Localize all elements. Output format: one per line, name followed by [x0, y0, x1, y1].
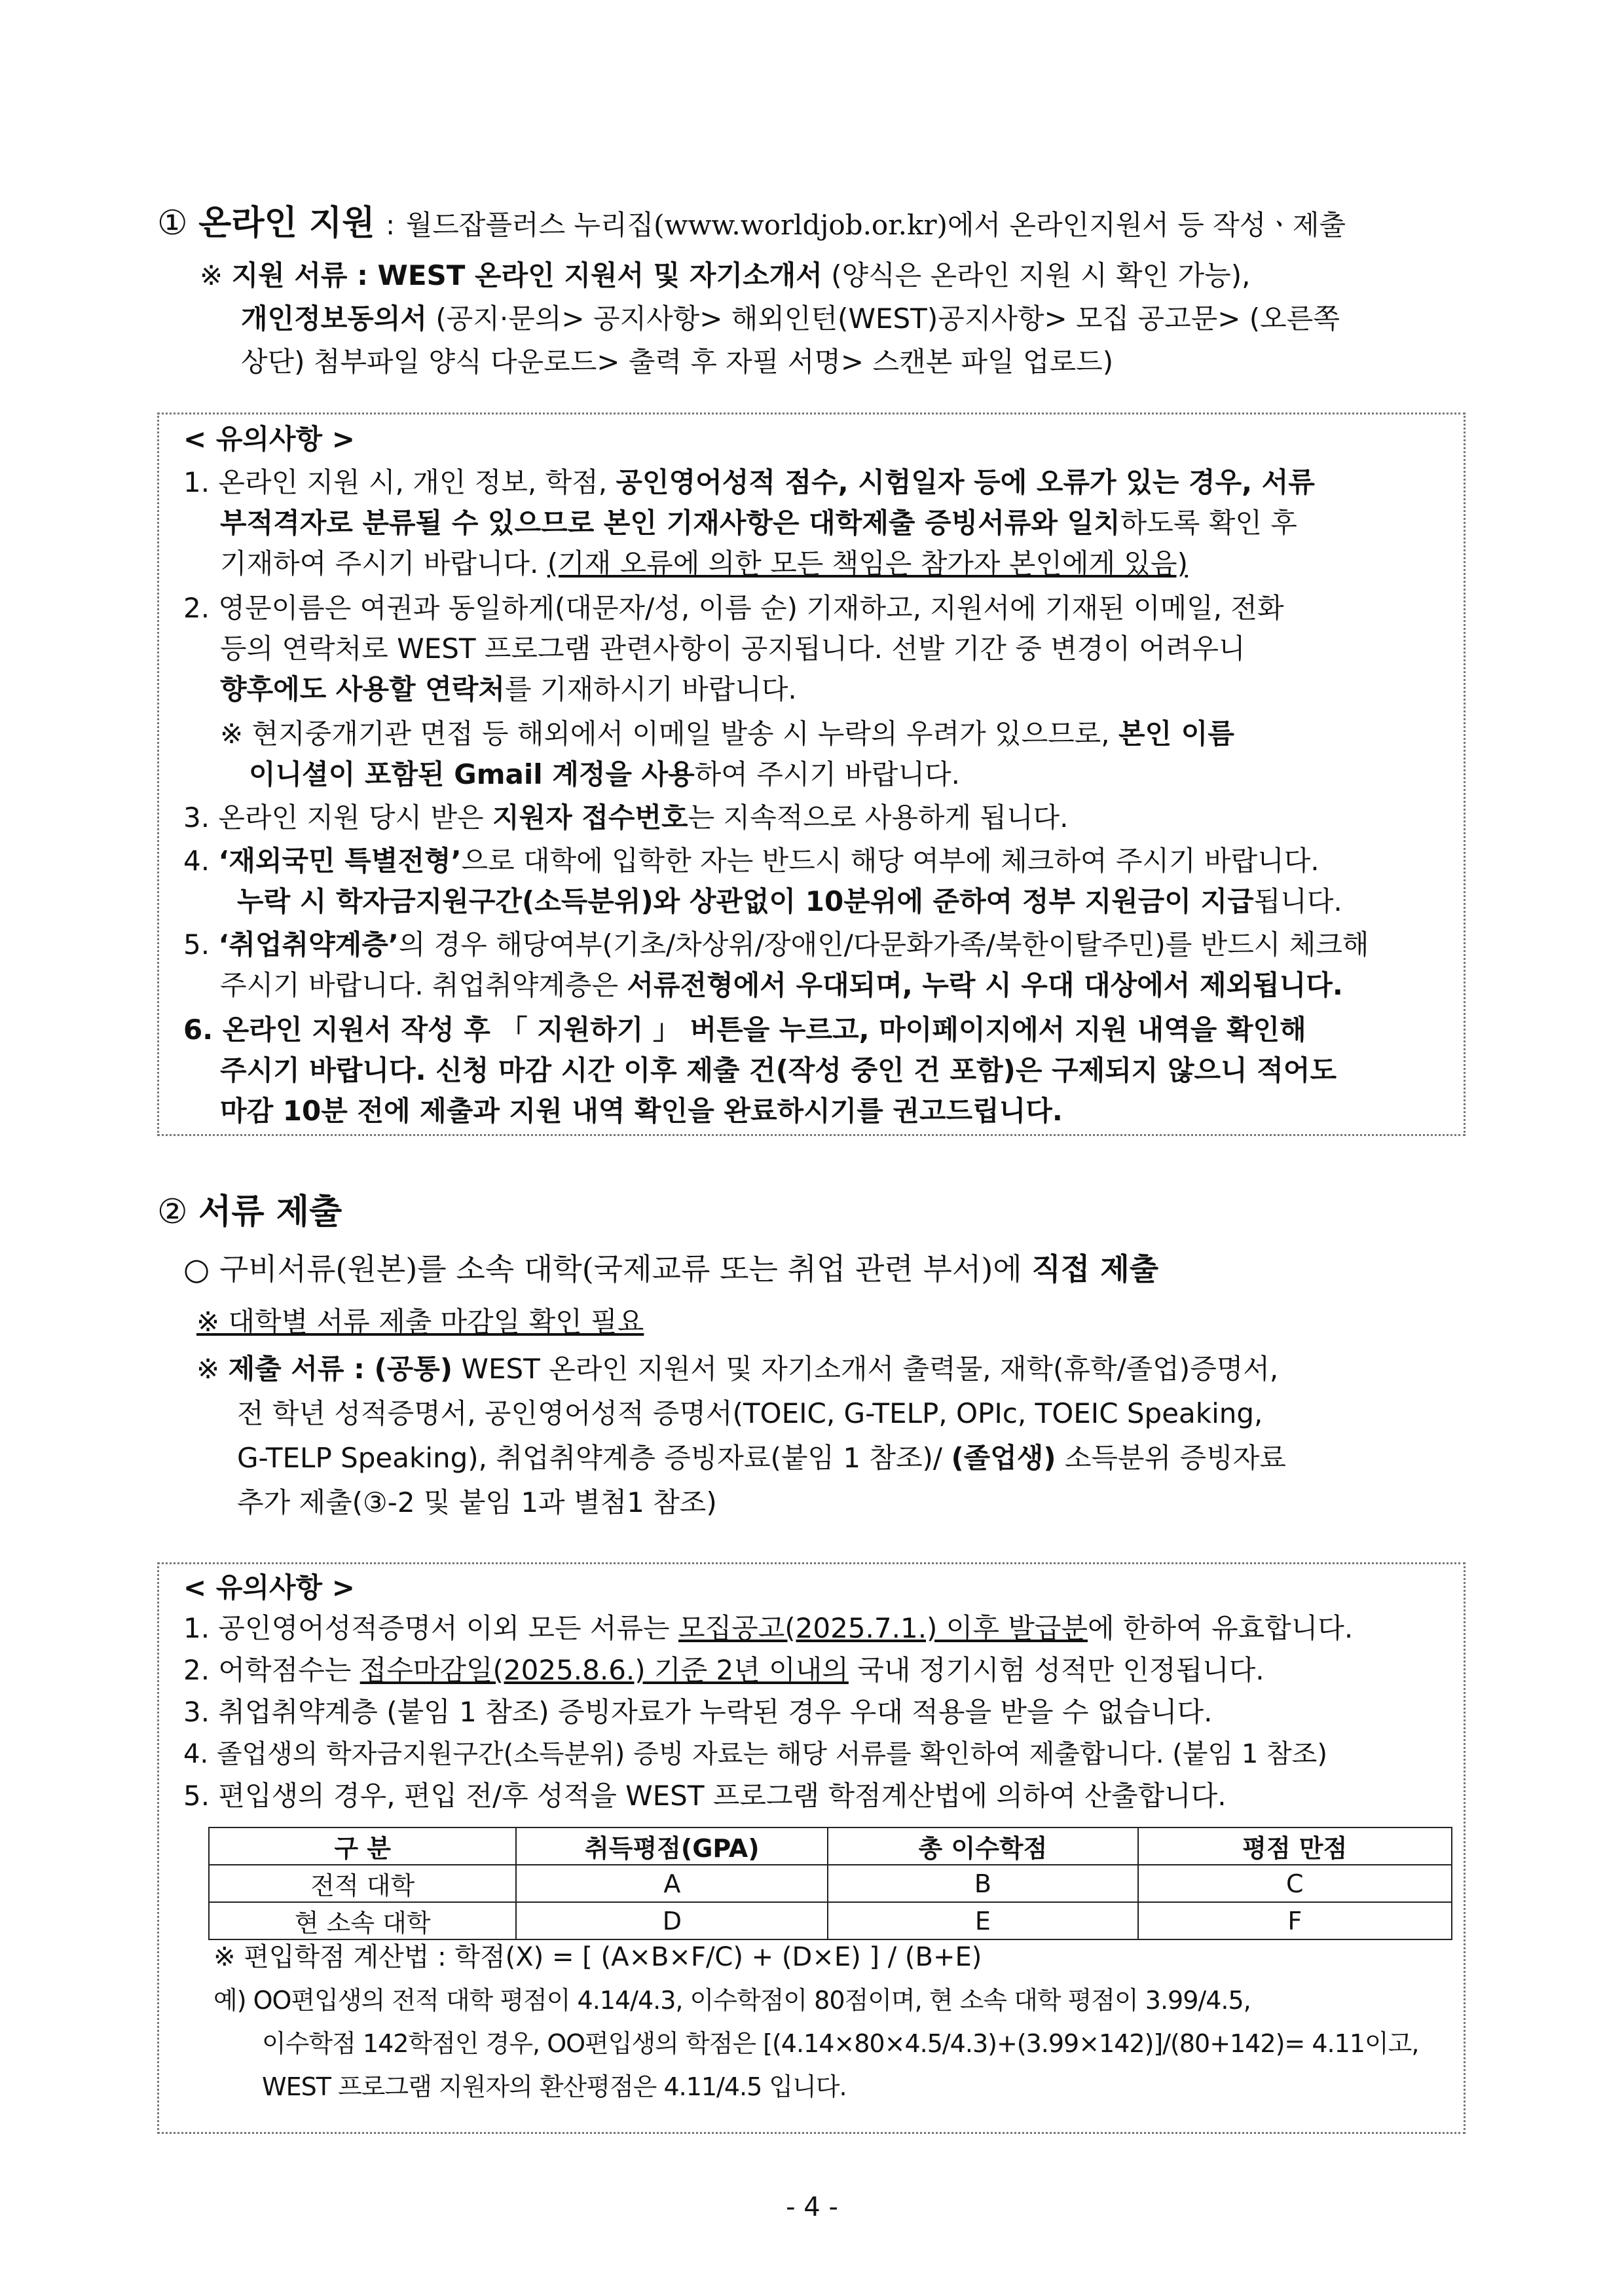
section1-docs-line2	[241, 300, 1340, 338]
text: ※ 현지중개기관 면접 등 해외에서 이메일 발송 시 누락의 우려가 있으므로,	[220, 718, 1110, 750]
notice1-item1-line3	[220, 545, 1188, 583]
emphasis: 본인 이름	[1118, 718, 1234, 750]
notice2-item2	[183, 1651, 1264, 1689]
text: 3. 온라인 지원 당시 받은	[183, 801, 484, 834]
table-cell: E	[828, 1902, 1137, 1939]
text: 구비서류(원본)를 소속 대학(국제교류 또는 취업 관련 부서)에	[219, 1251, 1022, 1287]
notice1-item6-line3: 마감 10분 전에 제출과 지원 내역 확인을 완료하시기를 권고드립니다.	[220, 1095, 1063, 1127]
section2-docs-line2: 전 학년 성적증명서, 공인영어성적 증명서(TOEIC, G-TELP, OPIc, TOEIC Speaking,	[237, 1397, 1263, 1429]
table-cell: 현 소속 대학	[209, 1902, 516, 1939]
transfer-gpa-table	[208, 1827, 1452, 1940]
table-header: 취득평점(GPA)	[516, 1827, 828, 1865]
docs-line1-rest: (양식은 온라인 지원 시 확인 가능),	[831, 259, 1251, 291]
section2-number: ②	[157, 1192, 188, 1232]
notice1-item1-line2	[220, 504, 1297, 542]
section2-docs-line4: 추가 제출(③-2 및 붙임 1과 별첨1 참조)	[237, 1486, 717, 1518]
emphasis: 향후에도 사용할 연락처	[220, 673, 505, 705]
page-number: - 4 -	[786, 2192, 838, 2222]
text: 국내 정기시험 성적만 인정됩니다.	[857, 1654, 1264, 1686]
text: 1. 온라인 지원 시, 개인 정보, 학점,	[183, 466, 608, 498]
text: 주시기 바랍니다. 취업취약계층은	[220, 969, 619, 1001]
notice1-item2-line1: 2. 영문이름은 여권과 동일하게(대문자/성, 이름 순) 기재하고, 지원서에 기재된 이메일, 전화	[183, 592, 1284, 624]
notice1-item2-note-line1	[220, 715, 1234, 753]
table-cell: F	[1138, 1902, 1452, 1939]
notice2-item3: 3. 취업취약계층 (붙임 1 참조) 증빙자료가 누락된 경우 우대 적용을 받을 수 없습니다.	[183, 1696, 1213, 1728]
text: 하여 주시기 바랍니다.	[694, 758, 960, 790]
table-header: 평점 만점	[1138, 1827, 1452, 1865]
notice1-item5-line1	[183, 926, 1369, 964]
text: 는 지속적으로 사용하게 됩니다.	[688, 801, 1069, 834]
emphasis: 이니셜이 포함된 Gmail 계정을 사용	[249, 758, 695, 790]
docs-label: 제출 서류 : (공통)	[228, 1353, 453, 1385]
underlined-note: (기재 오류에 의한 모든 책임은 참가자 본인에게 있음)	[547, 547, 1188, 579]
table-cell: B	[828, 1865, 1137, 1902]
bullet-circle-icon: ○	[183, 1251, 210, 1287]
emphasis: 직접 제출	[1031, 1251, 1159, 1287]
emphasis: ‘재외국민 특별전형’	[218, 845, 462, 877]
emphasis: 부적격자로 분류될 수 있으므로 본인 기재사항은 대학제출 증빙서류와 일치	[220, 507, 1120, 539]
notice1-item1-line1	[183, 464, 1315, 502]
reference-mark: ※	[200, 259, 223, 291]
emphasis: 누락 시 학자금지원구간(소득분위)와 상관없이 10분위에 준하여 정부 지원금이 지급	[237, 885, 1254, 917]
notice1-item2-note-line2	[249, 756, 960, 794]
table-cell: 전적 대학	[209, 1865, 516, 1902]
example-line1: 예) OO편입생의 전적 대학 평점이 4.14/4.3, 이수학점이 80점이며, 현 소속 대학 평점이 3.99/4.5,	[213, 1986, 1251, 2015]
text: 기재하여 주시기 바랍니다.	[220, 547, 539, 579]
table-cell: D	[516, 1902, 828, 1939]
emphasis: (졸업생)	[951, 1442, 1056, 1474]
notice1-item6-line2: 주시기 바랍니다. 신청 마감 시간 이후 제출 건(작성 중인 건 포함)은 구제되지 않으니 적어도	[220, 1054, 1337, 1086]
notice1-item3	[183, 799, 1068, 837]
docs-line2-rest: (공지·문의> 공지사항> 해외인턴(WEST)공지사항> 모집 공고문> (오른쪽	[435, 303, 1340, 335]
notice2-item1	[183, 1609, 1353, 1647]
privacy-consent-label: 개인정보동의서	[241, 303, 428, 335]
text: 에 한하여 유효합니다.	[1088, 1612, 1354, 1644]
notice2-item4: 4. 졸업생의 학자금지원구간(소득분위) 증빙 자료는 해당 서류를 확인하여 제출합니다. (붙임 1 참조)	[183, 1739, 1327, 1769]
emphasis: 서류전형에서 우대되며, 누락 시 우대 대상에서 제외됩니다.	[627, 969, 1343, 1001]
text: 2. 어학점수는	[183, 1654, 352, 1686]
section2-bullet-line	[183, 1249, 1158, 1289]
section2-deadline-check: ※ 대학별 서류 제출 마감일 확인 필요	[196, 1306, 644, 1338]
table-cell: C	[1138, 1865, 1452, 1902]
emphasis: 공인영어성적 점수, 시험일자 등에 오류가 있는 경우, 서류	[616, 466, 1315, 498]
table-row	[209, 1902, 1452, 1939]
text: 으로 대학에 입학한 자는 반드시 해당 여부에 체크하여 주시기 바랍니다.	[461, 845, 1320, 877]
text: 4.	[183, 845, 210, 877]
notice1-item4-line1	[183, 842, 1320, 880]
docs-label: 지원 서류 : WEST 온라인 지원서 및 자기소개서	[231, 259, 822, 291]
text: 의 경우 해당여부(기초/차상위/장애인/다문화가족/북한이탈주민)를 반드시 체크해	[398, 928, 1369, 961]
transfer-formula: ※ 편입학점 계산법 : 학점(X) = [ (A×B×F/C) + (D×E) ] / (B+E)	[213, 1942, 982, 1972]
text: 소득분위 증빙자료	[1064, 1442, 1286, 1474]
text: 5.	[183, 928, 210, 961]
notice2-item5: 5. 편입생의 경우, 편입 전/후 성적을 WEST 프로그램 학점계산법에 의하여 산출합니다.	[183, 1780, 1227, 1812]
example-line3: WEST 프로그램 지원자의 환산평점은 4.11/4.5 입니다.	[262, 2072, 847, 2101]
table-row	[209, 1865, 1452, 1902]
table-header-row	[209, 1827, 1452, 1865]
section2-title: 서류 제출	[198, 1192, 342, 1232]
reference-mark: ※	[196, 1353, 220, 1385]
section2-title-line	[157, 1184, 342, 1233]
text: 1. 공인영어성적증명서 이외 모든 서류는	[183, 1612, 670, 1644]
section1-docs-line3: 상단) 첨부파일 양식 다운로드> 출력 후 자필 서명> 스캔본 파일 업로드)	[241, 346, 1114, 378]
section1-number: ①	[157, 204, 188, 243]
section1-sep: :	[385, 209, 396, 241]
section1-docs-line1	[200, 257, 1250, 295]
section2-docs-line3	[237, 1439, 1286, 1477]
table-cell: A	[516, 1865, 828, 1902]
notice1-item2-line2: 등의 연락처로 WEST 프로그램 관련사항이 공지됩니다. 선발 기간 중 변경이 어려우니	[220, 633, 1246, 665]
underlined-text: 접수마감일(2025.8.6.) 기준 2년 이내의	[360, 1654, 849, 1686]
emphasis: 지원자 접수번호	[492, 801, 688, 834]
notice1-item2-line3	[220, 670, 797, 708]
underlined-text: 모집공고(2025.7.1.) 이후 발급분	[678, 1612, 1088, 1644]
table-header: 구 분	[209, 1827, 516, 1865]
table-header: 총 이수학점	[828, 1827, 1137, 1865]
notice2-heading: < 유의사항 >	[183, 1571, 355, 1604]
section1-desc: 월드잡플러스 누리집(www.worldjob.or.kr)에서 온라인지원서 등 작성ㆍ제출	[405, 209, 1346, 241]
notice1-item4-line2	[237, 883, 1342, 921]
example-line2: 이수학점 142학점인 경우, OO편입생의 학점은 [(4.14×80×4.5/4.3)+(3.99×142)]/(80+142)= 4.11이고,	[262, 2029, 1419, 2058]
text: 를 기재하시기 바랍니다.	[504, 673, 797, 705]
text: WEST 온라인 지원서 및 자기소개서 출력물, 재학(휴학/졸업)증명서,	[461, 1353, 1279, 1385]
section1-title: 온라인 지원	[198, 204, 375, 243]
text: G-TELP Speaking), 취업취약계층 증빙자료(붙임 1 참조)/	[237, 1442, 943, 1474]
text: 하도록 확인 후	[1120, 507, 1297, 539]
section1-title-line	[157, 195, 1346, 244]
text: 됩니다.	[1253, 885, 1342, 917]
notice1-item5-line2	[220, 966, 1343, 1004]
emphasis: ‘취업취약계층’	[218, 928, 399, 961]
section2-docs-line1	[196, 1350, 1278, 1388]
notice1-heading: < 유의사항 >	[183, 423, 355, 455]
notice1-item6-line1: 6. 온라인 지원서 작성 후 「 지원하기 」 버튼을 누르고, 마이페이지에서 지원 내역을 확인해	[183, 1014, 1306, 1046]
